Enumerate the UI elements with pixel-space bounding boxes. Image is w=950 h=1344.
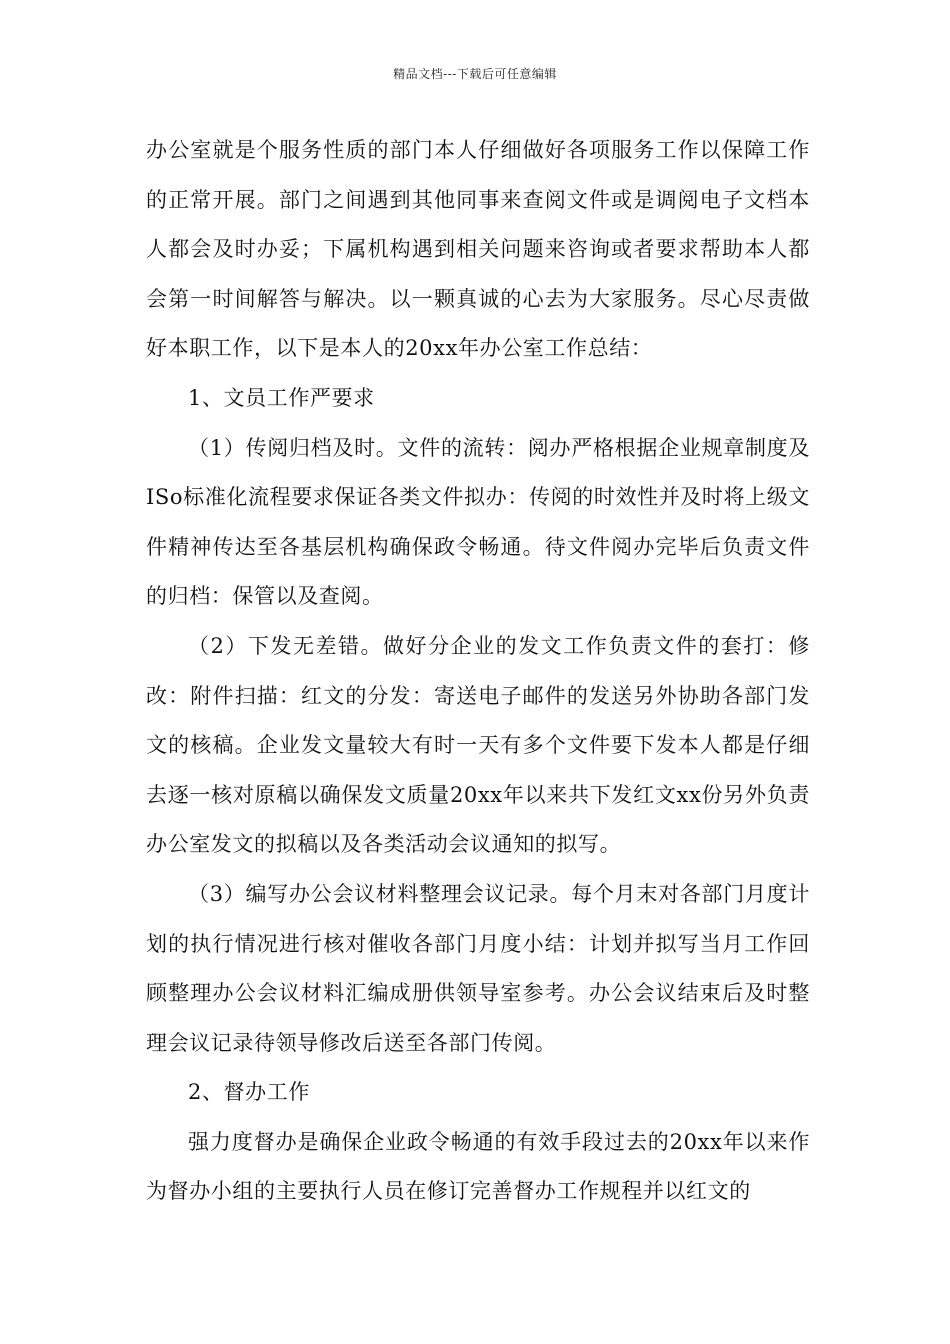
- document-body: [146, 126, 810, 1217]
- item-paragraph-3: （3）编写办公会议材料整理会议记录。每个月末对各部门月度计划的执行情况进行核对催收各部门月度小结：计划并拟写当月工作回顾整理办公会议材料汇编成册供领导室参考。办公会议结束后及时整理会议记录待领导修改后送至各部门传阅。: [146, 881, 810, 1055]
- supervision-paragraph: 强力度督办是确保企业政令畅通的有效手段过去的20xx年以来作为督办小组的主要执行人员在修订完善督办工作规程并以红文的: [146, 1129, 810, 1204]
- item-paragraph-1: （1）传阅归档及时。文件的流转：阅办严格根据企业规章制度及ISo标准化流程要求保证各类文件拟办：传阅的时效性并及时将上级文件精神传达至各基层机构确保政令畅通。待文件阅办完毕后负责文件的归档：保管以及查阅。: [146, 435, 810, 609]
- section-heading-supervision: 2、督办工作: [188, 1080, 310, 1105]
- intro-paragraph: 办公室就是个服务性质的部门本人仔细做好各项服务工作以保障工作的正常开展。部门之间遇到其他同事来查阅文件或是调阅电子文档本人都会及时办妥；下属机构遇到相关问题来咨询或者要求帮助本人都会第一时间解答与解决。以一颗真诚的心去为大家服务。尽心尽责做好本职工作，以下是本人的20xx年办公室工作总结：: [146, 138, 810, 361]
- item-paragraph-2: （2）下发无差错。做好分企业的发文工作负责文件的套打：修改：附件扫描：红文的分发：寄送电子邮件的发送另外协助各部门发文的核稿。企业发文量较大有时一天有多个文件要下发本人都是仔细去逐一核对原稿以确保发文质量20xx年以来共下发红文xx份另外负责办公室发文的拟稿以及各类活动会议通知的拟写。: [146, 633, 810, 857]
- header-note: 精品文档---下载后可任意编辑: [393, 67, 557, 81]
- section-heading-clerk-work: 1、文员工作严要求: [188, 385, 375, 410]
